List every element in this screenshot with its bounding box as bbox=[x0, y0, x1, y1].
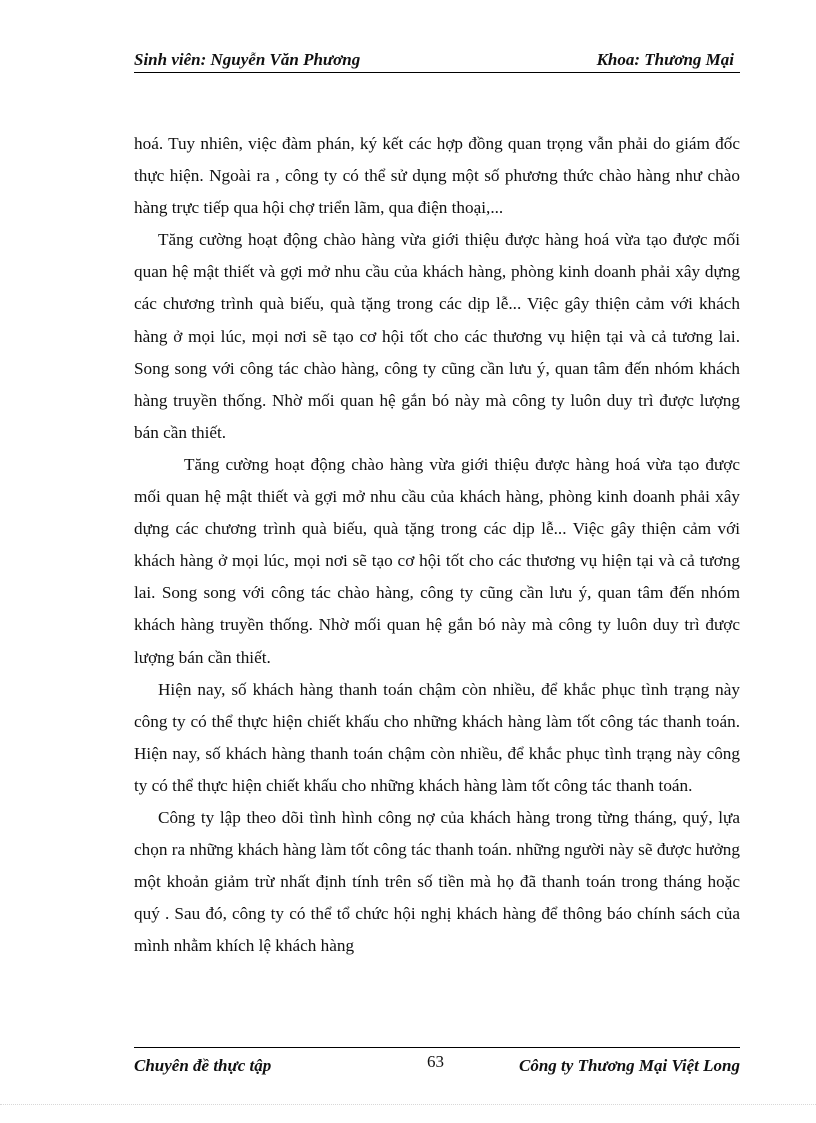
page-header bbox=[134, 50, 740, 73]
paragraph-5: Công ty lập theo dõi tình hình công nợ của khách hàng trong từng tháng, quý, lựa chọn ra những khách hàng làm tốt công tác thanh toán. những người này sẽ được hưởng một khoản giảm trừ nhất định tính trên số tiền mà họ đã thanh toán trong tháng hoặc quý . Sau đó, công ty có thể tổ chức hội nghị khách hàng để thông báo chính sách của mình nhằm khích lệ khách hàng bbox=[134, 807, 740, 956]
paragraph-4: Hiện nay, số khách hàng thanh toán chậm còn nhiều, để khắc phục tình trạng này công ty có thể thực hiện chiết khấu cho những khách hàng làm tốt công tác thanh toán. Hiện nay, số khách hàng thanh toán chậm còn nhiều, để khắc phục tình trạng này công ty có thể thực hiện chiết khấu cho những khách hàng làm tốt công tác thanh toán. bbox=[134, 679, 766, 795]
header-faculty: Khoa: Thương Mại bbox=[596, 50, 734, 69]
page-boundary-divider bbox=[0, 1104, 816, 1105]
footer-company: Công ty Thương Mại Việt Long bbox=[519, 1056, 740, 1075]
body-text bbox=[134, 128, 766, 962]
header-student-name: Sinh viên: Nguyễn Văn Phương bbox=[134, 50, 361, 69]
paragraph-3: Tăng cường hoạt động chào hàng vừa giới thiệu được hàng hoá vừa tạo được mối quan hệ mật thiết và gợi mở nhu cầu của khách hàng, phòng kinh doanh phải xây dựng các chương trình quà biếu, quà tặng trong các dịp lễ... Việc gây thiện cảm với khách hàng ở mọi lúc, mọi nơi sẽ tạo cơ hội tốt cho các thương vụ hiện tại và cả tương lai. Song song với công tác chào hàng, công ty cũng cần lưu ý, quan tâm đến nhóm khách hàng truyền thống. Nhờ mối quan hệ gắn bó này mà công ty luôn duy trì được lượng bán cần thiết. bbox=[134, 454, 740, 667]
paragraph-2: Tăng cường hoạt động chào hàng vừa giới thiệu được hàng hoá vừa tạo được mối quan hệ mật thiết và gợi mở nhu cầu của khách hàng, phòng kinh doanh phải xây dựng các chương trình quà biếu, quà tặng trong các dịp lễ... Việc gây thiện cảm với khách hàng ở mọi lúc, mọi nơi sẽ tạo cơ hội tốt cho các thương vụ hiện tại và cả tương lai. Song song với công tác chào hàng, công ty cũng cần lưu ý, quan tâm đến nhóm khách hàng truyền thống. Nhờ mối quan hệ gắn bó này mà công ty luôn duy trì được lượng bán cần thiết. bbox=[134, 230, 740, 442]
footer-report-title: Chuyên đề thực tập bbox=[134, 1056, 272, 1075]
page-number: 63 bbox=[427, 1052, 444, 1071]
paragraph-1: hoá. Tuy nhiên, việc đàm phán, ký kết các hợp đồng quan trọng vẫn phải do giám đốc thực hiện. Ngoài ra , công ty có thể sử dụng một số phương thức chào hàng như chào hàng trực tiếp qua hội chợ triển lãm, qua điện thoại,... bbox=[134, 134, 740, 218]
page-footer bbox=[134, 1047, 740, 1082]
